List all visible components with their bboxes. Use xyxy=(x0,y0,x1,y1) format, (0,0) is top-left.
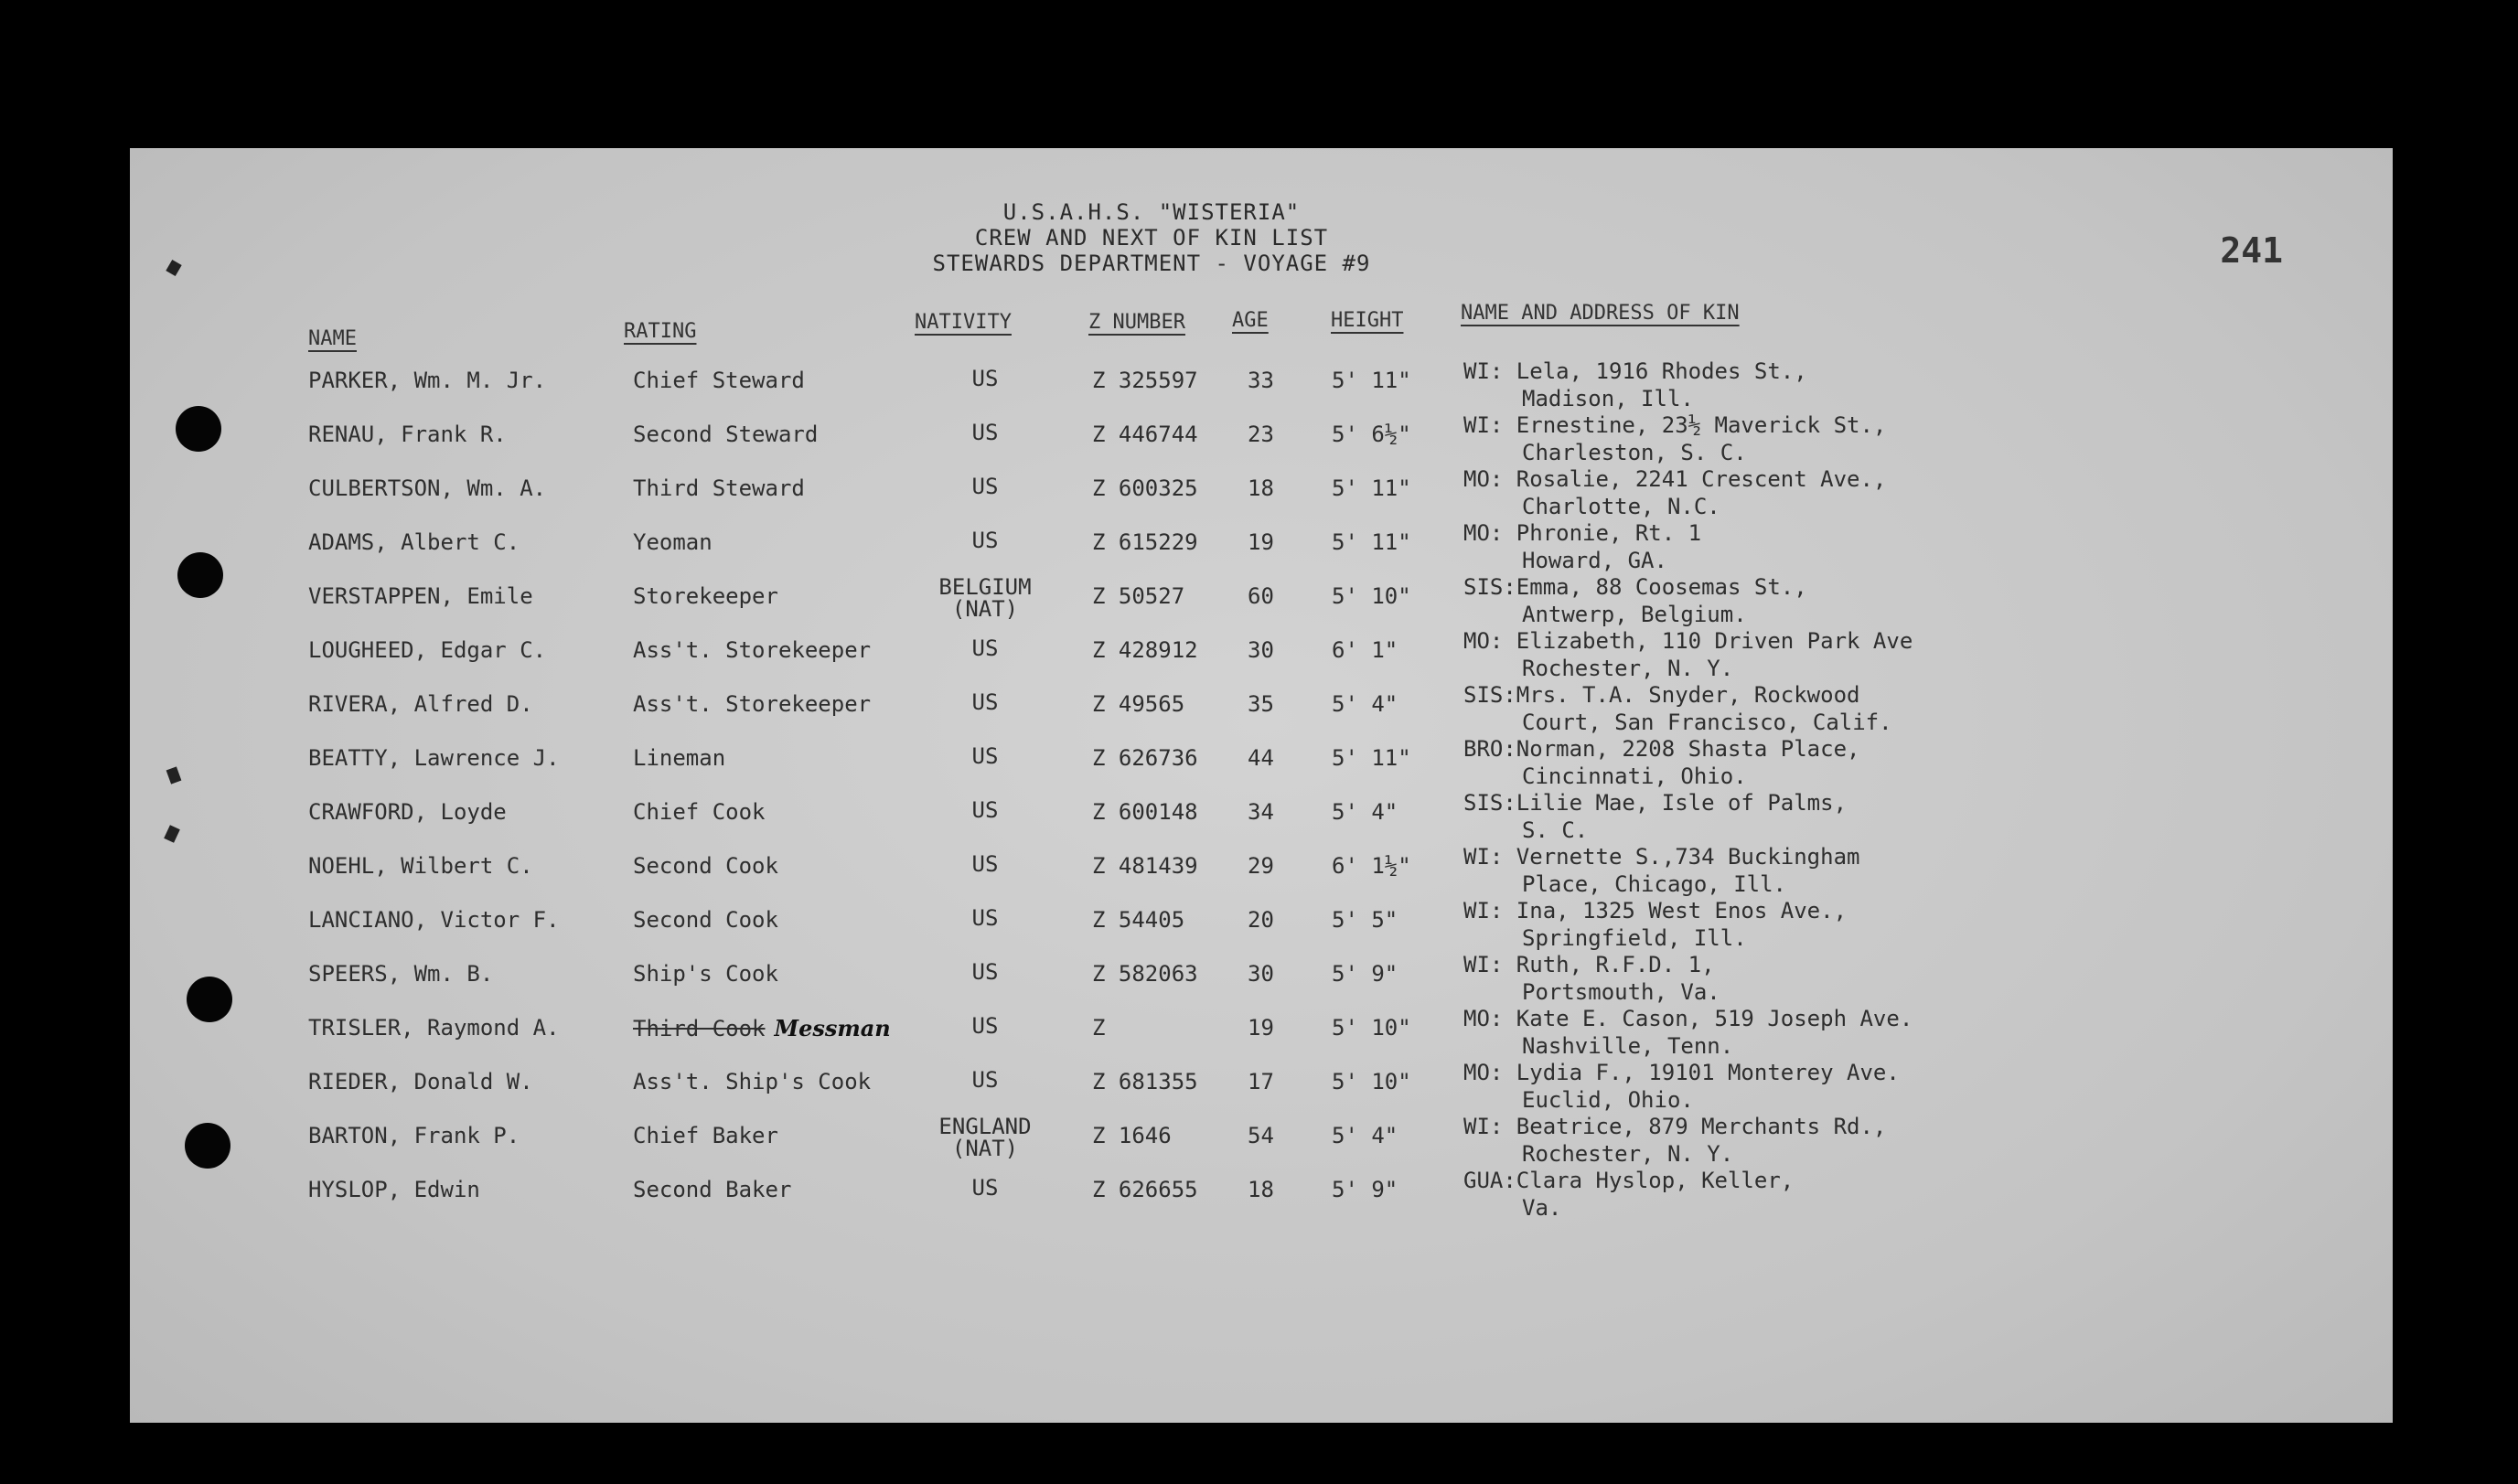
nativity-note: (NAT) xyxy=(951,596,1019,622)
crew-nativity xyxy=(935,961,1035,983)
rating-text: Chief Baker xyxy=(633,1123,778,1148)
crew-age: 30 xyxy=(1248,637,1274,663)
crew-nativity xyxy=(935,799,1035,821)
document-page xyxy=(130,148,2393,1423)
crew-age: 44 xyxy=(1248,745,1274,771)
rating-text: Third Steward xyxy=(633,475,805,501)
crew-nativity xyxy=(935,853,1035,875)
crew-z-number: Z 600325 xyxy=(1092,475,1198,501)
crew-name: RIVERA, Alfred D. xyxy=(308,691,533,717)
crew-rating xyxy=(633,529,713,555)
header-department: STEWARDS DEPARTMENT - VOYAGE #9 xyxy=(932,251,1371,276)
kin-line-2: Va. xyxy=(1522,1195,1562,1221)
kin-line-1: WI: Ina, 1325 West Enos Ave., xyxy=(1463,898,1848,923)
nativity-line: US xyxy=(971,528,999,553)
crew-height: 5' 10" xyxy=(1332,583,1411,609)
crew-height: 5' 9" xyxy=(1332,961,1398,987)
crew-kin xyxy=(1463,952,1720,1005)
crew-nativity xyxy=(935,637,1035,659)
crew-kin xyxy=(1463,520,1701,573)
crew-rating xyxy=(633,583,778,609)
table-row xyxy=(130,952,2393,1014)
crew-nativity xyxy=(935,529,1035,551)
crew-height: 5' 10" xyxy=(1332,1069,1411,1094)
kin-line-1: SIS:Lilie Mae, Isle of Palms, xyxy=(1463,790,1848,816)
kin-line-1: MO: Phronie, Rt. 1 xyxy=(1463,520,1702,546)
crew-kin xyxy=(1463,1114,1886,1167)
table-row xyxy=(130,520,2393,582)
crew-name: LANCIANO, Victor F. xyxy=(308,907,560,933)
kin-line-1: WI: Beatrice, 879 Merchants Rd., xyxy=(1463,1114,1887,1139)
table-row xyxy=(130,466,2393,528)
crew-kin xyxy=(1463,1168,1794,1221)
rating-text: Chief Steward xyxy=(633,368,805,393)
crew-kin xyxy=(1463,736,1859,789)
crew-age: 35 xyxy=(1248,691,1274,717)
handwritten-correction: Messman xyxy=(774,1015,891,1041)
header-list-title: CREW AND NEXT OF KIN LIST xyxy=(974,225,1329,251)
table-row xyxy=(130,682,2393,744)
crew-rating xyxy=(633,475,805,501)
crew-rating xyxy=(633,691,871,717)
crew-nativity xyxy=(935,422,1035,443)
nativity-line: US xyxy=(971,635,999,661)
rating-text: Ass't. Storekeeper xyxy=(633,637,872,663)
crew-z-number: Z 50527 xyxy=(1092,583,1185,609)
rating-text: Lineman xyxy=(633,745,726,771)
crew-kin xyxy=(1463,1060,1900,1113)
crew-kin xyxy=(1463,790,1847,843)
nativity-line: US xyxy=(971,1175,999,1201)
crew-age: 17 xyxy=(1248,1069,1274,1094)
table-row xyxy=(130,1168,2393,1230)
crew-age: 33 xyxy=(1248,368,1274,393)
crew-age: 23 xyxy=(1248,422,1274,447)
nativity-line: US xyxy=(971,797,999,823)
crew-age: 29 xyxy=(1248,853,1274,879)
table-row xyxy=(130,1006,2393,1068)
crew-age: 54 xyxy=(1248,1123,1274,1148)
nativity-line: US xyxy=(971,1067,999,1093)
rating-text: Ass't. Storekeeper xyxy=(633,691,872,717)
crew-height: 5' 4" xyxy=(1332,799,1398,825)
crew-name: RIEDER, Donald W. xyxy=(308,1069,533,1094)
crew-name: RENAU, Frank R. xyxy=(308,422,507,447)
crew-kin xyxy=(1463,574,1807,627)
kin-line-1: MO: Kate E. Cason, 519 Joseph Ave. xyxy=(1463,1006,1913,1031)
kin-line-1: BRO:Norman, 2208 Shasta Place, xyxy=(1463,736,1860,762)
table-row xyxy=(130,1060,2393,1122)
crew-name: PARKER, Wm. M. Jr. xyxy=(308,368,547,393)
kin-line-1: SIS:Emma, 88 Coosemas St., xyxy=(1463,574,1807,600)
rating-text: Second Baker xyxy=(633,1177,792,1202)
crew-height: 5' 10" xyxy=(1332,1015,1411,1041)
crew-rating xyxy=(633,1177,791,1202)
crew-z-number: Z 582063 xyxy=(1092,961,1198,987)
crew-name: CRAWFORD, Loyde xyxy=(308,799,507,825)
crew-kin xyxy=(1463,628,1913,681)
crew-kin xyxy=(1463,682,1892,735)
column-header-rating: RATING xyxy=(624,320,697,343)
crew-name: ADAMS, Albert C. xyxy=(308,529,520,555)
kin-line-2: Nashville, Tenn. xyxy=(1522,1033,1734,1059)
crew-z-number: Z 481439 xyxy=(1092,853,1198,879)
crew-height: 5' 5" xyxy=(1332,907,1398,933)
crew-name: CULBERTSON, Wm. A. xyxy=(308,475,547,501)
crew-rating xyxy=(633,1069,871,1094)
crew-name: SPEERS, Wm. B. xyxy=(308,961,494,987)
crew-nativity xyxy=(935,1069,1035,1091)
kin-line-1: MO: Rosalie, 2241 Crescent Ave., xyxy=(1463,466,1887,492)
rating-text: Chief Cook xyxy=(633,799,766,825)
table-row xyxy=(130,574,2393,636)
nativity-line: US xyxy=(971,959,999,985)
crew-age: 20 xyxy=(1248,907,1274,933)
crew-rating xyxy=(633,1123,778,1148)
crew-z-number: Z 615229 xyxy=(1092,529,1198,555)
crew-height: 5' 4" xyxy=(1332,691,1398,717)
rating-text: Second Cook xyxy=(633,907,778,933)
rating-text: Second Steward xyxy=(633,422,819,447)
column-header-nativity: NATIVITY xyxy=(915,311,1012,334)
kin-line-1: WI: Ernestine, 23½ Maverick St., xyxy=(1463,412,1887,438)
crew-z-number: Z 325597 xyxy=(1092,368,1198,393)
crew-rating xyxy=(633,637,871,663)
crew-rating xyxy=(633,368,805,393)
crew-age: 18 xyxy=(1248,475,1274,501)
crew-name: NOEHL, Wilbert C. xyxy=(308,853,533,879)
nativity-line: US xyxy=(971,420,999,445)
crew-name: BARTON, Frank P. xyxy=(308,1123,520,1148)
crew-age: 30 xyxy=(1248,961,1274,987)
crew-z-number: Z 49565 xyxy=(1092,691,1185,717)
crew-name: HYSLOP, Edwin xyxy=(308,1177,480,1202)
crew-rating xyxy=(633,745,725,771)
kin-line-1: WI: Lela, 1916 Rhodes St., xyxy=(1463,358,1807,384)
crew-kin xyxy=(1463,466,1886,519)
crew-z-number: Z 54405 xyxy=(1092,907,1185,933)
crew-nativity xyxy=(935,745,1035,767)
crew-age: 19 xyxy=(1248,529,1274,555)
kin-line-2: S. C. xyxy=(1522,817,1589,843)
kin-line-2: Charleston, S. C. xyxy=(1522,440,1747,465)
crew-rating xyxy=(633,853,778,879)
table-row xyxy=(130,628,2393,690)
crew-rating xyxy=(633,422,818,447)
rating-text: Storekeeper xyxy=(633,583,778,609)
crew-height: 5' 11" xyxy=(1332,475,1411,501)
kin-line-2: Rochester, N. Y. xyxy=(1522,1141,1734,1167)
crew-kin xyxy=(1463,898,1847,951)
crew-rating xyxy=(633,1015,891,1041)
kin-line-2: Madison, Ill. xyxy=(1522,386,1694,411)
table-row xyxy=(130,790,2393,852)
nativity-line: US xyxy=(971,689,999,715)
crew-age: 18 xyxy=(1248,1177,1274,1202)
table-row xyxy=(130,736,2393,798)
column-header-kin: NAME AND ADDRESS OF KIN xyxy=(1461,302,1740,325)
kin-line-2: Court, San Francisco, Calif. xyxy=(1522,710,1892,735)
crew-name: TRISLER, Raymond A. xyxy=(308,1015,560,1041)
nativity-line: US xyxy=(971,851,999,877)
crew-name: VERSTAPPEN, Emile xyxy=(308,583,533,609)
table-row xyxy=(130,1114,2393,1176)
table-row xyxy=(130,844,2393,906)
crew-height: 5' 11" xyxy=(1332,529,1411,555)
kin-line-1: GUA:Clara Hyslop, Keller, xyxy=(1463,1168,1795,1193)
nativity-line: US xyxy=(971,743,999,769)
kin-line-1: WI: Ruth, R.F.D. 1, xyxy=(1463,952,1715,977)
kin-line-2: Euclid, Ohio. xyxy=(1522,1087,1694,1113)
nativity-line: US xyxy=(971,366,999,391)
crew-z-number: Z 446744 xyxy=(1092,422,1198,447)
crew-kin xyxy=(1463,358,1807,411)
rating-text: Ship's Cook xyxy=(633,961,778,987)
crew-age: 60 xyxy=(1248,583,1274,609)
kin-line-2: Rochester, N. Y. xyxy=(1522,656,1734,681)
crew-nativity xyxy=(935,576,1035,620)
crew-kin xyxy=(1463,1006,1913,1059)
crew-height: 5' 4" xyxy=(1332,1123,1398,1148)
kin-line-2: Cincinnati, Ohio. xyxy=(1522,763,1747,789)
rating-text: Yeoman xyxy=(633,529,713,555)
nativity-line: US xyxy=(971,1013,999,1039)
crew-nativity xyxy=(935,907,1035,929)
crew-z-number: Z 600148 xyxy=(1092,799,1198,825)
column-header-height: HEIGHT xyxy=(1331,309,1404,332)
crew-nativity xyxy=(935,475,1035,497)
crew-rating xyxy=(633,799,766,825)
kin-line-1: WI: Vernette S.,734 Buckingham xyxy=(1463,844,1860,870)
crew-height: 5' 11" xyxy=(1332,745,1411,771)
kin-line-2: Howard, GA. xyxy=(1522,548,1667,573)
crew-kin xyxy=(1463,412,1886,465)
crew-nativity xyxy=(935,368,1035,390)
crew-z-number: Z 681355 xyxy=(1092,1069,1198,1094)
kin-line-2: Antwerp, Belgium. xyxy=(1522,602,1747,627)
rating-text: Third Cook xyxy=(633,1016,766,1041)
crew-height: 6' 1½" xyxy=(1332,853,1411,879)
nativity-line: ENGLAND xyxy=(938,1114,1032,1139)
crew-height: 5' 11" xyxy=(1332,368,1411,393)
table-row xyxy=(130,358,2393,421)
crew-z-number: Z 1646 xyxy=(1092,1123,1172,1148)
crew-nativity xyxy=(935,1116,1035,1159)
rating-text: Ass't. Ship's Cook xyxy=(633,1069,872,1094)
crew-nativity xyxy=(935,1177,1035,1199)
kin-line-2: Place, Chicago, Ill. xyxy=(1522,871,1786,897)
crew-name: LOUGHEED, Edgar C. xyxy=(308,637,547,663)
nativity-line: US xyxy=(971,474,999,499)
crew-nativity xyxy=(935,1015,1035,1037)
header-ship: U.S.A.H.S. "WISTERIA" xyxy=(1002,199,1301,225)
column-header-name: NAME xyxy=(308,327,357,350)
crew-rating xyxy=(633,961,778,987)
crew-name: BEATTY, Lawrence J. xyxy=(308,745,560,771)
crew-nativity xyxy=(935,691,1035,713)
table-row xyxy=(130,412,2393,475)
rating-text: Second Cook xyxy=(633,853,778,879)
crew-age: 19 xyxy=(1248,1015,1274,1041)
kin-line-1: MO: Elizabeth, 110 Driven Park Ave xyxy=(1463,628,1913,654)
page-number: 241 xyxy=(2220,230,2283,271)
column-header-z-number: Z NUMBER xyxy=(1088,311,1185,334)
kin-line-2: Charlotte, N.C. xyxy=(1522,494,1720,519)
crew-rating xyxy=(633,907,778,933)
kin-line-2: Portsmouth, Va. xyxy=(1522,979,1720,1005)
crew-z-number: Z xyxy=(1092,1015,1106,1041)
crew-height: 5' 9" xyxy=(1332,1177,1398,1202)
crew-kin xyxy=(1463,844,1859,897)
column-header-age: AGE xyxy=(1232,309,1269,332)
crew-age: 34 xyxy=(1248,799,1274,825)
crew-z-number: Z 428912 xyxy=(1092,637,1198,663)
nativity-note: (NAT) xyxy=(951,1136,1019,1161)
crew-z-number: Z 626736 xyxy=(1092,745,1198,771)
nativity-line: US xyxy=(971,905,999,931)
nativity-line: BELGIUM xyxy=(938,574,1032,600)
crew-z-number: Z 626655 xyxy=(1092,1177,1198,1202)
kin-line-1: MO: Lydia F., 19101 Monterey Ave. xyxy=(1463,1060,1900,1085)
table-row xyxy=(130,898,2393,960)
kin-line-1: SIS:Mrs. T.A. Snyder, Rockwood xyxy=(1463,682,1860,708)
crew-height: 5' 6½" xyxy=(1332,422,1411,447)
kin-line-2: Springfield, Ill. xyxy=(1522,925,1747,951)
crew-height: 6' 1" xyxy=(1332,637,1398,663)
